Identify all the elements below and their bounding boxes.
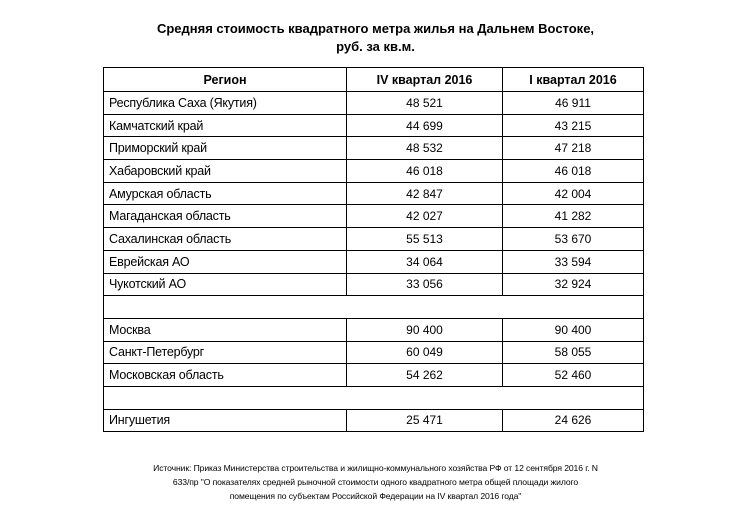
region-cell: Магаданская область	[104, 205, 347, 228]
q1-2016-cell: 33 594	[503, 250, 644, 273]
region-cell: Ингушетия	[104, 409, 347, 432]
title-line-1: Средняя стоимость квадратного метра жилья на Дальнем Востоке,	[156, 21, 595, 36]
region-cell: Чукотский АО	[104, 273, 347, 296]
q4-2016-cell: 34 064	[347, 250, 503, 273]
header-q1-2016: I квартал 2016	[503, 68, 644, 92]
region-cell: Хабаровский край	[104, 160, 347, 183]
table-row	[104, 364, 644, 387]
q1-2016-cell: 90 400	[503, 318, 644, 341]
header-region: Регион	[104, 68, 347, 92]
header-q4-2016: IV квартал 2016	[347, 68, 503, 92]
table-body	[104, 92, 644, 432]
source-line-3: помещения по субъектам Российской Федерации на IV квартал 2016 года"	[229, 491, 522, 501]
q4-2016-cell: 90 400	[347, 318, 503, 341]
table-row	[104, 182, 644, 205]
region-cell: Санкт-Петербург	[104, 341, 347, 364]
table-row	[104, 250, 644, 273]
table-row	[104, 273, 644, 296]
q1-2016-cell: 24 626	[503, 409, 644, 432]
q1-2016-cell: 43 215	[503, 114, 644, 137]
q4-2016-cell: 42 847	[347, 182, 503, 205]
table-row	[104, 341, 644, 364]
spacer-row	[104, 386, 644, 409]
spacer-cell	[104, 386, 644, 409]
q4-2016-cell: 44 699	[347, 114, 503, 137]
q1-2016-cell: 58 055	[503, 341, 644, 364]
region-cell: Еврейская АО	[104, 250, 347, 273]
header-row	[104, 68, 644, 92]
q1-2016-cell: 46 911	[503, 92, 644, 115]
table-row	[104, 92, 644, 115]
region-cell: Приморский край	[104, 137, 347, 160]
table-row	[104, 409, 644, 432]
q4-2016-cell: 54 262	[347, 364, 503, 387]
q4-2016-cell: 42 027	[347, 205, 503, 228]
q4-2016-cell: 33 056	[347, 273, 503, 296]
price-table	[103, 67, 644, 432]
region-cell: Московская область	[104, 364, 347, 387]
q1-2016-cell: 41 282	[503, 205, 644, 228]
table-row	[104, 205, 644, 228]
q1-2016-cell: 47 218	[503, 137, 644, 160]
q1-2016-cell: 52 460	[503, 364, 644, 387]
table-row	[104, 160, 644, 183]
region-cell: Амурская область	[104, 182, 347, 205]
source-line-2: 633/пр "О показателях средней рыночной стоимости одного квадратного метра общей площади жилого	[172, 477, 579, 487]
source-note	[100, 461, 651, 503]
spacer-row	[104, 296, 644, 319]
q4-2016-cell: 25 471	[347, 409, 503, 432]
q4-2016-cell: 46 018	[347, 160, 503, 183]
table-row	[104, 318, 644, 341]
table-row	[104, 137, 644, 160]
table-row	[104, 228, 644, 251]
q4-2016-cell: 55 513	[347, 228, 503, 251]
q1-2016-cell: 53 670	[503, 228, 644, 251]
q1-2016-cell: 42 004	[503, 182, 644, 205]
table-row	[104, 114, 644, 137]
source-line-1: Источник: Приказ Министерства строительства и жилищно-коммунального хозяйства РФ от 12 сентября 2016 г. N	[153, 463, 598, 473]
region-cell: Москва	[104, 318, 347, 341]
q4-2016-cell: 48 532	[347, 137, 503, 160]
region-cell: Сахалинская область	[104, 228, 347, 251]
region-cell: Камчатский край	[104, 114, 347, 137]
q1-2016-cell: 46 018	[503, 160, 644, 183]
spacer-cell	[104, 296, 644, 319]
q4-2016-cell: 60 049	[347, 341, 503, 364]
q4-2016-cell: 48 521	[347, 92, 503, 115]
q1-2016-cell: 32 924	[503, 273, 644, 296]
title-line-2: руб. за кв.м.	[336, 39, 415, 54]
document-title	[0, 20, 751, 56]
region-cell: Республика Саха (Якутия)	[104, 92, 347, 115]
